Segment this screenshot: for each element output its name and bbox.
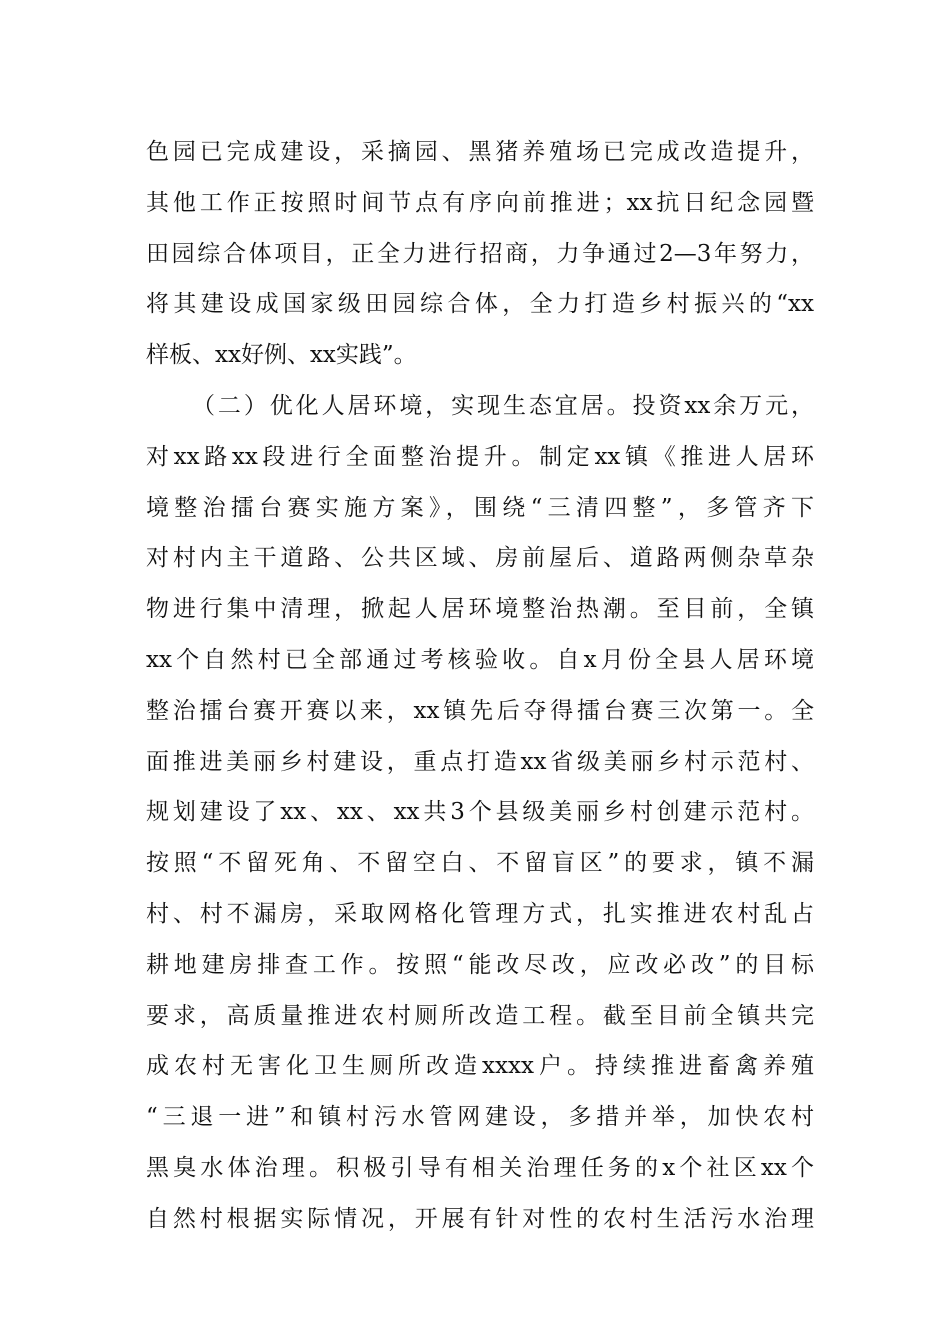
- text-line: 规划建设了xx、xx、xx共3个县级美丽乡村创建示范村。: [146, 799, 814, 826]
- text-line: 面推进美丽乡村建设，重点打造xx省级美丽乡村示范村、: [146, 748, 814, 775]
- text-line: 成农村无害化卫生厕所改造xxxx户。持续推进畜禽养殖: [146, 1053, 814, 1080]
- text-line: 要求，高质量推进农村厕所改造工程。截至目前全镇共完: [146, 1002, 814, 1029]
- text-line: 对村内主干道路、公共区域、房前屋后、道路两侧杂草杂: [146, 545, 814, 572]
- text-line: 物进行集中清理，掀起人居环境整治热潮。至目前，全镇: [146, 596, 814, 623]
- text-line: 村、村不漏房，采取网格化管理方式，扎实推进农村乱占: [146, 900, 814, 927]
- text-line: 按照“不留死角、不留空白、不留盲区”的要求，镇不漏: [146, 850, 814, 877]
- text-line: 耕地建房排查工作。按照“能改尽改，应改必改”的目标: [146, 951, 814, 978]
- text-line: 将其建设成国家级田园综合体，全力打造乡村振兴的“xx: [146, 291, 814, 318]
- text-line: 田园综合体项目，正全力进行招商，力争通过2—3年努力，: [146, 240, 814, 267]
- text-line: 色园已完成建设，采摘园、黑猪养殖场已完成改造提升，: [146, 139, 814, 165]
- text-line: 黑臭水体治理。积极引导有相关治理任务的x个社区xx个: [146, 1154, 814, 1181]
- text-line: 样板、xx好例、xx实践”。: [146, 342, 417, 369]
- text-line: 境整治擂台赛实施方案》，围绕“三清四整”，多管齐下: [146, 494, 814, 521]
- section-heading-line: （二）优化人居环境，实现生态宜居。投资xx余万元，: [192, 392, 814, 419]
- text-line: xx个自然村已全部通过考核验收。自x月份全县人居环境: [146, 646, 814, 673]
- text-line: 整治擂台赛开赛以来，xx镇先后夺得擂台赛三次第一。全: [146, 697, 814, 724]
- text-line: 自然村根据实际情况，开展有针对性的农村生活污水治理: [146, 1205, 814, 1232]
- text-line: “三退一进”和镇村污水管网建设，多措并举，加快农村: [146, 1104, 814, 1131]
- document-body: [146, 127, 814, 1245]
- text-line: 其他工作正按照时间节点有序向前推进；xx抗日纪念园暨: [146, 189, 814, 216]
- text-line: 对xx路xx段进行全面整治提升。制定xx镇《推进人居环: [146, 443, 814, 470]
